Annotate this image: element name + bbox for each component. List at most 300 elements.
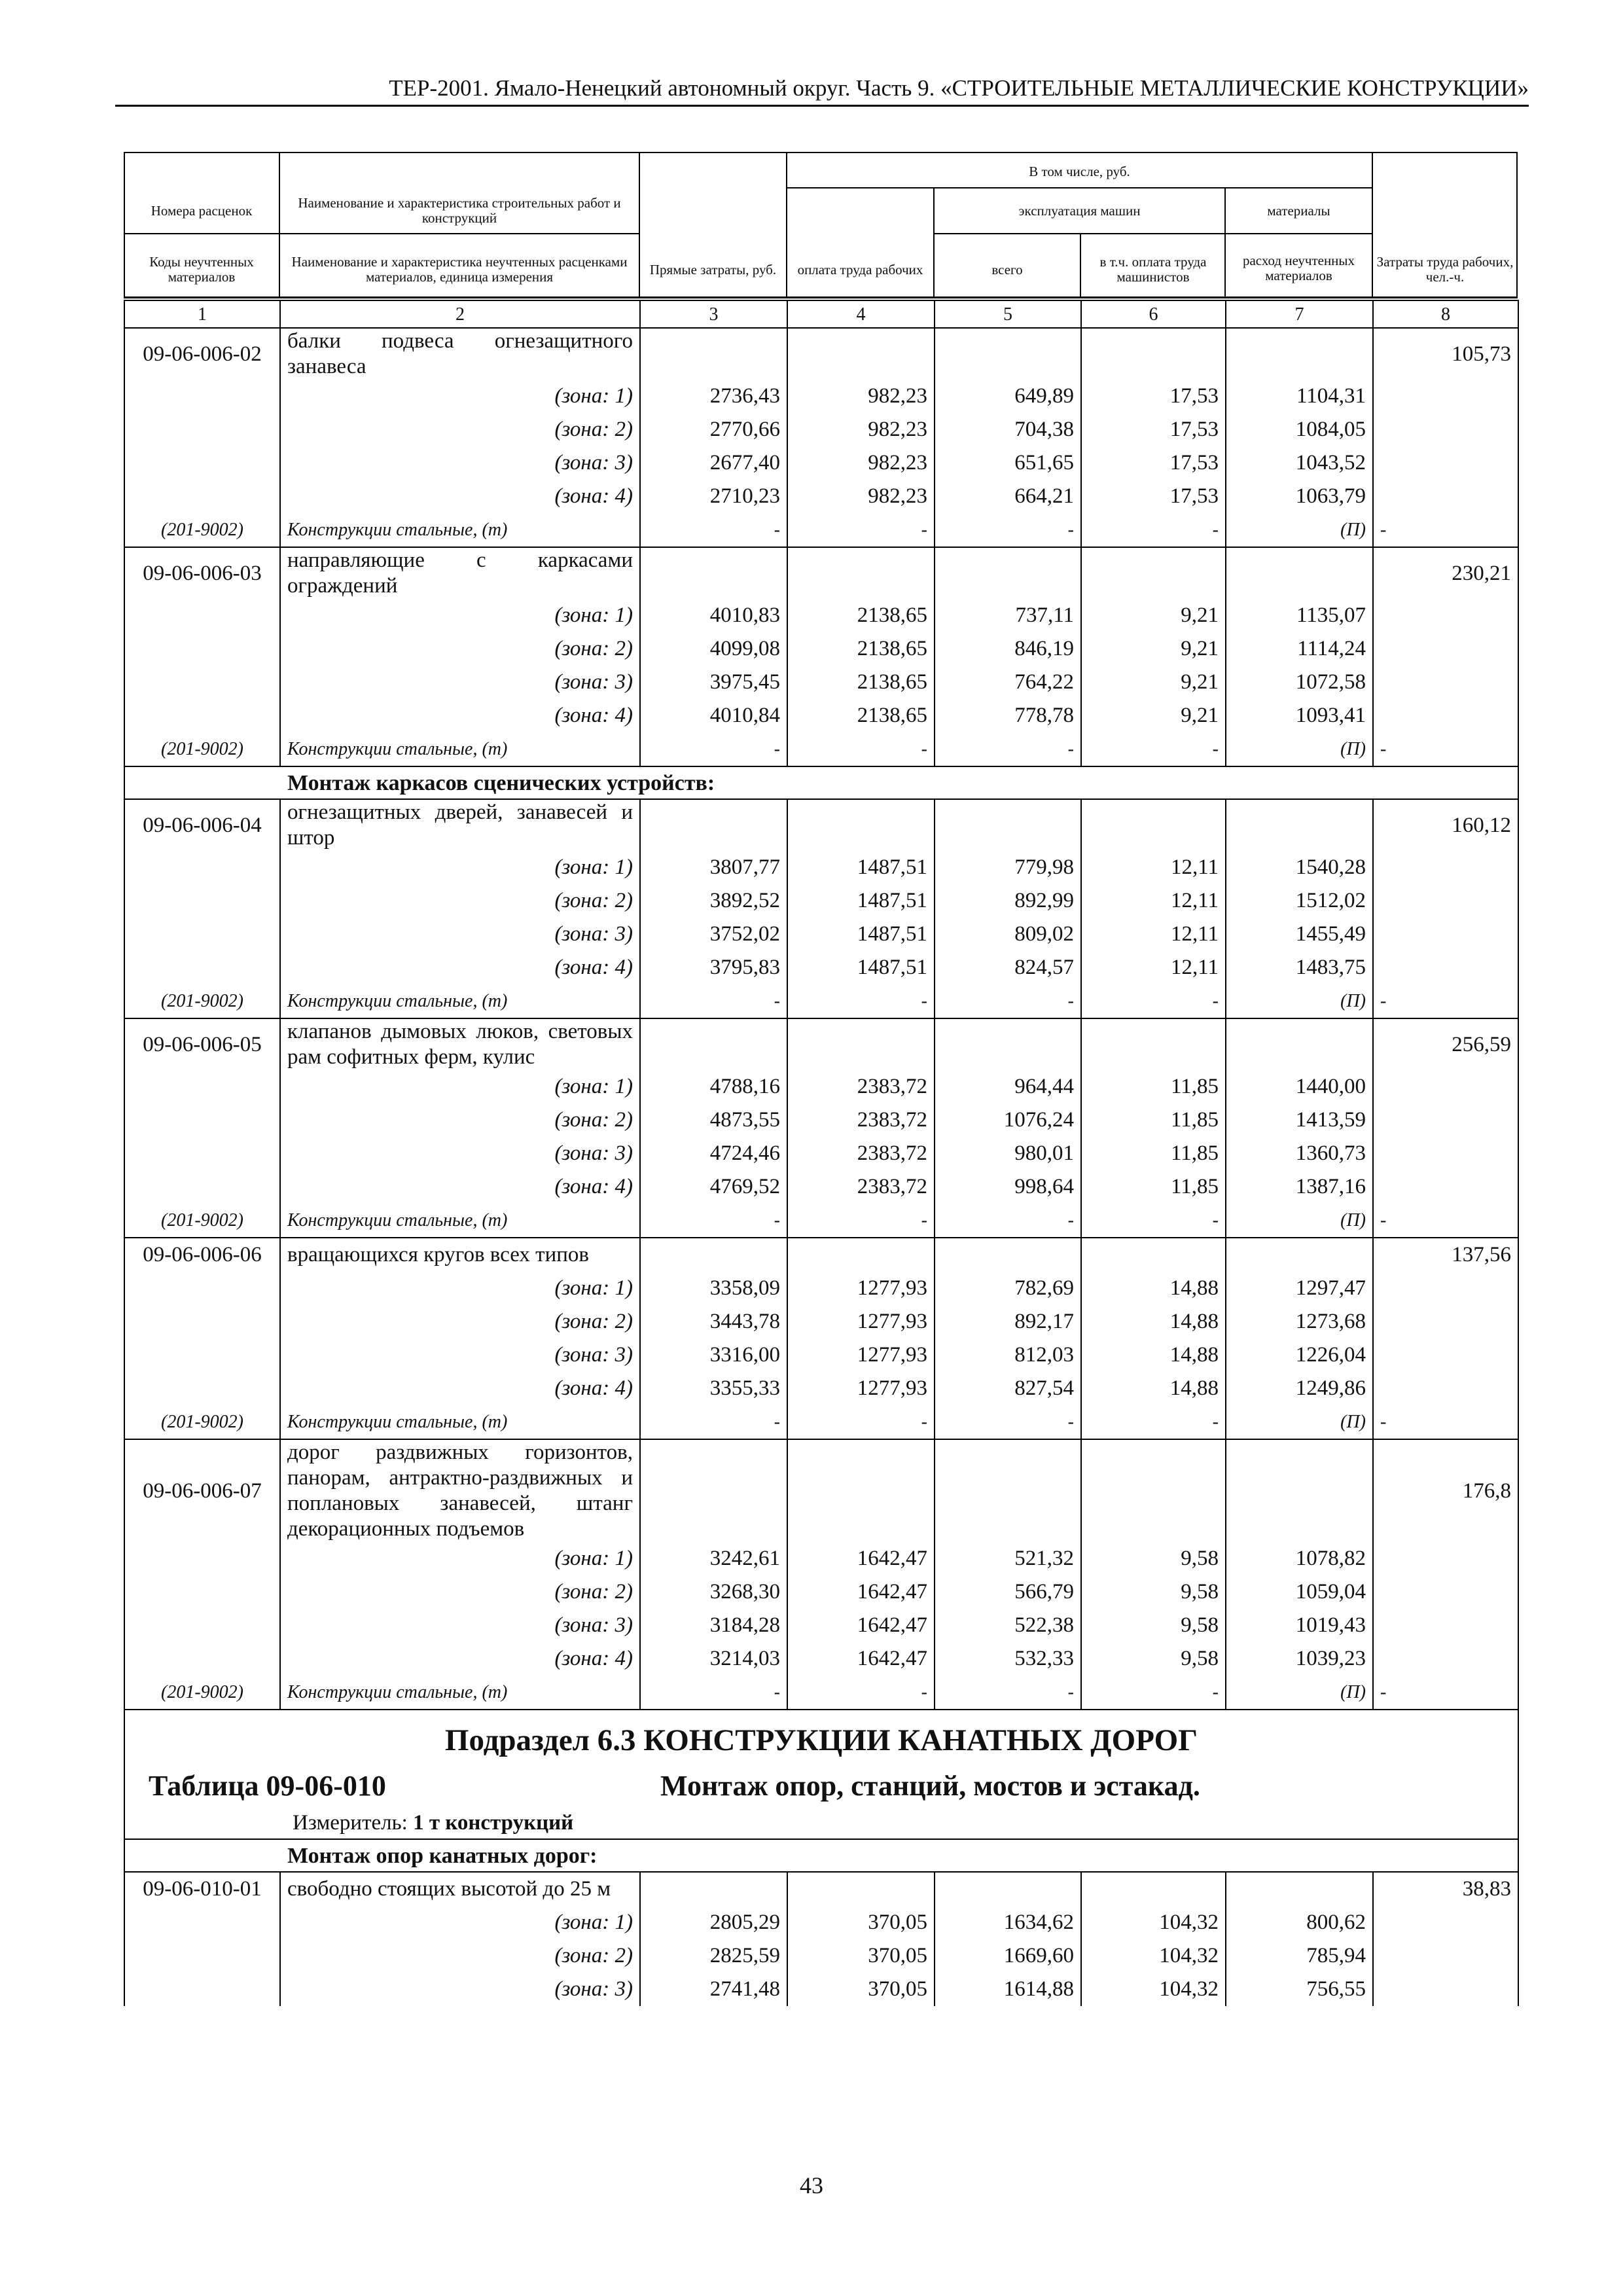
rate-title-row — [124, 328, 1518, 380]
zone-row — [124, 1070, 1518, 1103]
empty-cell — [124, 480, 280, 513]
zone-label: (зона: 3) — [280, 446, 640, 480]
zone-label: (зона: 1) — [280, 851, 640, 884]
empty-cell — [1373, 1973, 1518, 2006]
value-cell: 14,88 — [1081, 1305, 1226, 1338]
empty-cell — [124, 413, 280, 446]
zone-label: (зона: 1) — [280, 1272, 640, 1305]
value-cell: 827,54 — [935, 1372, 1081, 1405]
empty-cell — [124, 446, 280, 480]
section-row — [124, 766, 1518, 799]
value-cell: 9,58 — [1081, 1642, 1226, 1676]
rate-title-row — [124, 799, 1518, 851]
zone-label: (зона: 1) — [280, 1070, 640, 1103]
empty-cell — [124, 1103, 280, 1137]
value-cell: 12,11 — [1081, 884, 1226, 918]
zone-label: (зона: 4) — [280, 1642, 640, 1676]
subsection-cell — [124, 1710, 1518, 1839]
value-cell: 1487,51 — [787, 884, 935, 918]
empty-cell — [640, 1439, 787, 1542]
empty-cell — [124, 1906, 280, 1939]
zone-label: (зона: 3) — [280, 666, 640, 699]
dash-cell: - — [1081, 984, 1226, 1018]
rate-code: 09-06-006-05 — [124, 1018, 280, 1070]
value-cell: 1487,51 — [787, 918, 935, 951]
value-cell: 1642,47 — [787, 1609, 935, 1642]
value-cell: 9,58 — [1081, 1575, 1226, 1609]
zone-row — [124, 1575, 1518, 1609]
dash-cell: - — [1081, 732, 1226, 766]
empty-cell — [1081, 1238, 1226, 1272]
value-cell: 1093,41 — [1226, 699, 1373, 732]
empty-cell — [1373, 1305, 1518, 1338]
empty-cell — [1373, 1609, 1518, 1642]
value-cell: 982,23 — [787, 413, 935, 446]
column-number: 5 — [935, 300, 1081, 328]
empty-cell — [1373, 380, 1518, 413]
rate-name: вращающихся кругов всех типов — [280, 1238, 640, 1272]
empty-cell — [124, 1137, 280, 1170]
empty-cell — [1373, 1575, 1518, 1609]
value-cell: 566,79 — [935, 1575, 1081, 1609]
zone-label: (зона: 4) — [280, 1372, 640, 1405]
zone-label: (зона: 1) — [280, 380, 640, 413]
value-cell: 824,57 — [935, 951, 1081, 984]
value-cell: 370,05 — [787, 1939, 935, 1973]
dash-cell: - — [935, 1676, 1081, 1710]
zone-row — [124, 1272, 1518, 1305]
value-cell: 104,32 — [1081, 1939, 1226, 1973]
material-code: (201-9002) — [124, 513, 280, 547]
value-cell: 2677,40 — [640, 446, 787, 480]
value-cell: 9,21 — [1081, 599, 1226, 632]
rate-code: 09-06-010-01 — [124, 1872, 280, 1906]
empty-cell — [1373, 1939, 1518, 1973]
column-number: 4 — [787, 300, 935, 328]
material-code: (201-9002) — [124, 1405, 280, 1439]
empty-cell — [124, 1542, 280, 1575]
value-cell: 4099,08 — [640, 632, 787, 666]
empty-cell — [1373, 446, 1518, 480]
zone-row — [124, 1906, 1518, 1939]
value-cell: 1413,59 — [1226, 1103, 1373, 1137]
zone-row — [124, 380, 1518, 413]
value-cell: 9,21 — [1081, 666, 1226, 699]
value-cell: 104,32 — [1081, 1906, 1226, 1939]
value-cell: 9,58 — [1081, 1609, 1226, 1642]
zone-row — [124, 1542, 1518, 1575]
value-cell: 4788,16 — [640, 1070, 787, 1103]
dash-cell: - — [935, 984, 1081, 1018]
measure-value: 1 т конструкций — [413, 1811, 574, 1835]
empty-cell — [1081, 799, 1226, 851]
value-cell: 2138,65 — [787, 699, 935, 732]
zone-label: (зона: 3) — [280, 1973, 640, 2006]
value-cell: 892,17 — [935, 1305, 1081, 1338]
value-cell: 1634,62 — [935, 1906, 1081, 1939]
value-cell: 980,01 — [935, 1137, 1081, 1170]
material-name: Конструкции стальные, (т) — [280, 984, 640, 1018]
empty-cell — [124, 1272, 280, 1305]
value-cell: 649,89 — [935, 380, 1081, 413]
material-name: Конструкции стальные, (т) — [280, 513, 640, 547]
value-cell: 1135,07 — [1226, 599, 1373, 632]
empty-cell — [1081, 328, 1226, 380]
header-unaccounted-materials: расход неучтенных материалов — [1242, 253, 1355, 283]
dash-cell: - — [1373, 1676, 1518, 1710]
zone-label: (зона: 3) — [280, 1137, 640, 1170]
value-cell: 1249,86 — [1226, 1372, 1373, 1405]
subsection-title: Подраздел 6.3 КОНСТРУКЦИИ КАНАТНЫХ ДОРОГ — [444, 1723, 1198, 1757]
zone-label: (зона: 2) — [280, 1575, 640, 1609]
empty-cell — [1373, 1272, 1518, 1305]
value-cell: 1114,24 — [1226, 632, 1373, 666]
dash-cell: - — [640, 732, 787, 766]
value-cell: 1039,23 — [1226, 1642, 1373, 1676]
dash-cell: - — [1373, 732, 1518, 766]
value-cell: 11,85 — [1081, 1070, 1226, 1103]
empty-cell — [1373, 699, 1518, 732]
labor-cost: 176,8 — [1373, 1439, 1518, 1542]
rate-title-row — [124, 1238, 1518, 1272]
table-header — [124, 152, 1518, 297]
zone-label: (зона: 3) — [280, 1338, 640, 1372]
empty-cell — [1373, 851, 1518, 884]
header-rule — [115, 105, 1529, 107]
zone-label: (зона: 2) — [280, 1305, 640, 1338]
value-cell: 1072,58 — [1226, 666, 1373, 699]
empty-cell — [787, 1018, 935, 1070]
table-body — [124, 300, 1519, 2006]
zone-label: (зона: 1) — [280, 1906, 640, 1939]
empty-cell — [124, 1642, 280, 1676]
value-cell: 4769,52 — [640, 1170, 787, 1204]
value-cell: 964,44 — [935, 1070, 1081, 1103]
empty-cell — [124, 1305, 280, 1338]
value-cell: 3355,33 — [640, 1372, 787, 1405]
empty-cell — [1081, 1018, 1226, 1070]
value-cell: 1059,04 — [1226, 1575, 1373, 1609]
empty-cell — [935, 1439, 1081, 1542]
zone-label: (зона: 2) — [280, 1939, 640, 1973]
dash-cell: - — [1373, 1405, 1518, 1439]
zone-row — [124, 599, 1518, 632]
zone-label: (зона: 4) — [280, 480, 640, 513]
value-cell: 1455,49 — [1226, 918, 1373, 951]
dash-cell: - — [787, 984, 935, 1018]
value-cell: 1669,60 — [935, 1939, 1081, 1973]
zone-label: (зона: 3) — [280, 918, 640, 951]
value-cell: 12,11 — [1081, 851, 1226, 884]
header-including: В том числе, руб. — [1029, 163, 1130, 179]
zone-label: (зона: 2) — [280, 632, 640, 666]
rate-code: 09-06-006-02 — [124, 328, 280, 380]
value-cell: 1277,93 — [787, 1272, 935, 1305]
material-row — [124, 513, 1518, 547]
zone-label: (зона: 2) — [280, 884, 640, 918]
value-cell: 370,05 — [787, 1906, 935, 1939]
zone-label: (зона: 3) — [280, 1609, 640, 1642]
empty-cell — [1081, 1439, 1226, 1542]
empty-cell — [1081, 547, 1226, 599]
empty-cell — [1373, 480, 1518, 513]
p-mark: (П) — [1226, 1676, 1373, 1710]
header-wages: оплата труда рабочих — [797, 261, 923, 278]
value-cell: 1226,04 — [1226, 1338, 1373, 1372]
empty-cell — [124, 884, 280, 918]
empty-cell — [1226, 547, 1373, 599]
dash-cell: - — [1373, 1204, 1518, 1238]
value-cell: 1273,68 — [1226, 1305, 1373, 1338]
rate-title-row — [124, 1439, 1518, 1542]
value-cell: 3358,09 — [640, 1272, 787, 1305]
material-code: (201-9002) — [124, 1676, 280, 1710]
empty-cell — [1081, 1872, 1226, 1906]
column-number: 7 — [1226, 300, 1373, 328]
value-cell: 1642,47 — [787, 1575, 935, 1609]
empty-cell — [1226, 1872, 1373, 1906]
value-cell: 1483,75 — [1226, 951, 1373, 984]
empty-cell — [787, 1439, 935, 1542]
empty-cell — [640, 1238, 787, 1272]
value-cell: 104,32 — [1081, 1973, 1226, 2006]
empty-cell — [935, 547, 1081, 599]
value-cell: 1440,00 — [1226, 1070, 1373, 1103]
section-row — [124, 1839, 1518, 1872]
material-row — [124, 1204, 1518, 1238]
value-cell: 17,53 — [1081, 380, 1226, 413]
empty-cell — [787, 1238, 935, 1272]
subsection-block — [124, 1710, 1518, 1839]
value-cell: 982,23 — [787, 480, 935, 513]
empty-cell — [124, 1372, 280, 1405]
value-cell: 9,21 — [1081, 699, 1226, 732]
value-cell: 14,88 — [1081, 1338, 1226, 1372]
empty-cell — [1373, 1372, 1518, 1405]
empty-cell — [1373, 599, 1518, 632]
empty-cell — [124, 666, 280, 699]
material-code: (201-9002) — [124, 1204, 280, 1238]
value-cell: 998,64 — [935, 1170, 1081, 1204]
table-caption — [132, 1759, 1511, 1807]
labor-cost: 256,59 — [1373, 1018, 1518, 1070]
measure-line — [132, 1807, 1511, 1839]
value-cell: 3268,30 — [640, 1575, 787, 1609]
value-cell: 11,85 — [1081, 1170, 1226, 1204]
header-machines: эксплуатация машин — [1018, 202, 1141, 219]
dash-cell: - — [640, 1204, 787, 1238]
value-cell: 982,23 — [787, 380, 935, 413]
value-cell: 17,53 — [1081, 413, 1226, 446]
value-cell: 2770,66 — [640, 413, 787, 446]
material-row — [124, 732, 1518, 766]
value-cell: 2383,72 — [787, 1070, 935, 1103]
zone-label: (зона: 4) — [280, 951, 640, 984]
value-cell: 1076,24 — [935, 1103, 1081, 1137]
empty-cell — [124, 1609, 280, 1642]
value-cell: 2383,72 — [787, 1170, 935, 1204]
zone-row — [124, 884, 1518, 918]
empty-cell — [640, 328, 787, 380]
value-cell: 2805,29 — [640, 1906, 787, 1939]
value-cell: 2138,65 — [787, 632, 935, 666]
zone-label: (зона: 1) — [280, 1542, 640, 1575]
value-cell: 1043,52 — [1226, 446, 1373, 480]
table-number: Таблица 09-06-010 — [149, 1770, 386, 1802]
labor-cost: 137,56 — [1373, 1238, 1518, 1272]
value-cell: 782,69 — [935, 1272, 1081, 1305]
value-cell: 17,53 — [1081, 480, 1226, 513]
value-cell: 521,32 — [935, 1542, 1081, 1575]
dash-cell: - — [640, 513, 787, 547]
page-number: 43 — [800, 2172, 823, 2198]
empty-cell — [124, 632, 280, 666]
value-cell: 1540,28 — [1226, 851, 1373, 884]
labor-cost: 160,12 — [1373, 799, 1518, 851]
empty-cell — [787, 547, 935, 599]
value-cell: 3184,28 — [640, 1609, 787, 1642]
labor-cost: 38,83 — [1373, 1872, 1518, 1906]
dash-cell: - — [1081, 1405, 1226, 1439]
zone-row — [124, 951, 1518, 984]
section-title: Монтаж опор канатных дорог: — [124, 1839, 1518, 1872]
zone-row — [124, 413, 1518, 446]
dash-cell: - — [1373, 513, 1518, 547]
empty-cell — [935, 1238, 1081, 1272]
zone-row — [124, 632, 1518, 666]
rate-title-row — [124, 1872, 1518, 1906]
value-cell: 764,22 — [935, 666, 1081, 699]
value-cell: 3242,61 — [640, 1542, 787, 1575]
rate-title-row — [124, 1018, 1518, 1070]
empty-cell — [935, 328, 1081, 380]
rate-name: клапанов дымовых люков, световых рам софитных ферм, кулис — [280, 1018, 640, 1070]
empty-cell — [1226, 1018, 1373, 1070]
empty-cell — [124, 1939, 280, 1973]
header-name-top: Наименование и характеристика строительных работ и конструкций — [298, 195, 621, 226]
empty-cell — [1373, 884, 1518, 918]
empty-cell — [787, 1872, 935, 1906]
value-cell: 1277,93 — [787, 1305, 935, 1338]
zone-label: (зона: 2) — [280, 1103, 640, 1137]
value-cell: 3975,45 — [640, 666, 787, 699]
zone-row — [124, 699, 1518, 732]
value-cell: 1487,51 — [787, 851, 935, 884]
value-cell: 2741,48 — [640, 1973, 787, 2006]
material-code: (201-9002) — [124, 732, 280, 766]
empty-cell — [640, 799, 787, 851]
value-cell: 532,33 — [935, 1642, 1081, 1676]
material-row — [124, 1676, 1518, 1710]
value-cell: 846,19 — [935, 632, 1081, 666]
value-cell: 651,65 — [935, 446, 1081, 480]
column-number: 1 — [124, 300, 280, 328]
zone-row — [124, 1372, 1518, 1405]
empty-cell — [1226, 1439, 1373, 1542]
p-mark: (П) — [1226, 984, 1373, 1018]
value-cell: 3752,02 — [640, 918, 787, 951]
value-cell: 3892,52 — [640, 884, 787, 918]
zone-label: (зона: 1) — [280, 599, 640, 632]
value-cell: 1614,88 — [935, 1973, 1081, 2006]
table-title: Монтаж опор, станций, мостов и эстакад. — [660, 1770, 1200, 1802]
material-row — [124, 984, 1518, 1018]
material-code: (201-9002) — [124, 984, 280, 1018]
value-cell: 522,38 — [935, 1609, 1081, 1642]
empty-cell — [124, 918, 280, 951]
value-cell: 1642,47 — [787, 1542, 935, 1575]
value-cell: 9,58 — [1081, 1542, 1226, 1575]
value-cell: 1387,16 — [1226, 1170, 1373, 1204]
section-title: Монтаж каркасов сценических устройств: — [124, 766, 1518, 799]
material-name: Конструкции стальные, (т) — [280, 1204, 640, 1238]
value-cell: 4724,46 — [640, 1137, 787, 1170]
empty-cell — [1373, 1170, 1518, 1204]
zone-label: (зона: 4) — [280, 699, 640, 732]
header-labor: Затраты труда рабочих, чел.-ч. — [1376, 254, 1514, 285]
value-cell: 3214,03 — [640, 1642, 787, 1676]
rate-name: направляющие с каркасами ограждений — [280, 547, 640, 599]
value-cell: 2383,72 — [787, 1103, 935, 1137]
value-cell: 778,78 — [935, 699, 1081, 732]
dash-cell: - — [935, 513, 1081, 547]
zone-row — [124, 1137, 1518, 1170]
dash-cell: - — [787, 1676, 935, 1710]
value-cell: 892,99 — [935, 884, 1081, 918]
value-cell: 1297,47 — [1226, 1272, 1373, 1305]
zone-row — [124, 1305, 1518, 1338]
value-cell: 982,23 — [787, 446, 935, 480]
header-direct-costs: Прямые затраты, руб. — [649, 261, 777, 278]
value-cell: 11,85 — [1081, 1137, 1226, 1170]
zone-label: (зона: 4) — [280, 1170, 640, 1204]
column-number: 2 — [280, 300, 640, 328]
value-cell: 800,62 — [1226, 1906, 1373, 1939]
empty-cell — [124, 1338, 280, 1372]
zone-row — [124, 666, 1518, 699]
measure-label: Измеритель: — [293, 1811, 408, 1835]
empty-cell — [935, 1872, 1081, 1906]
value-cell: 785,94 — [1226, 1939, 1373, 1973]
dash-cell: - — [935, 732, 1081, 766]
value-cell: 4010,84 — [640, 699, 787, 732]
header-code-top: Номера расценок — [151, 202, 253, 219]
empty-cell — [1373, 1642, 1518, 1676]
dash-cell: - — [787, 513, 935, 547]
material-row — [124, 1405, 1518, 1439]
rate-code: 09-06-006-03 — [124, 547, 280, 599]
zone-row — [124, 918, 1518, 951]
empty-cell — [124, 851, 280, 884]
empty-cell — [124, 380, 280, 413]
header-machines-total: всего — [991, 261, 1023, 278]
dash-cell: - — [1081, 1204, 1226, 1238]
p-mark: (П) — [1226, 1405, 1373, 1439]
value-cell: 12,11 — [1081, 951, 1226, 984]
value-cell: 2736,43 — [640, 380, 787, 413]
column-numbers-row — [124, 300, 1518, 328]
empty-cell — [124, 699, 280, 732]
zone-row — [124, 1939, 1518, 1973]
dash-cell: - — [787, 1405, 935, 1439]
empty-cell — [640, 1018, 787, 1070]
value-cell: 1487,51 — [787, 951, 935, 984]
value-cell: 1277,93 — [787, 1372, 935, 1405]
rate-name: дорог раздвижных горизонтов, панорам, антрактно-раздвижных и поплановых занавесей, штанг декорационных подъемов — [280, 1439, 640, 1542]
zone-row — [124, 1338, 1518, 1372]
dash-cell: - — [787, 732, 935, 766]
column-number: 6 — [1081, 300, 1226, 328]
